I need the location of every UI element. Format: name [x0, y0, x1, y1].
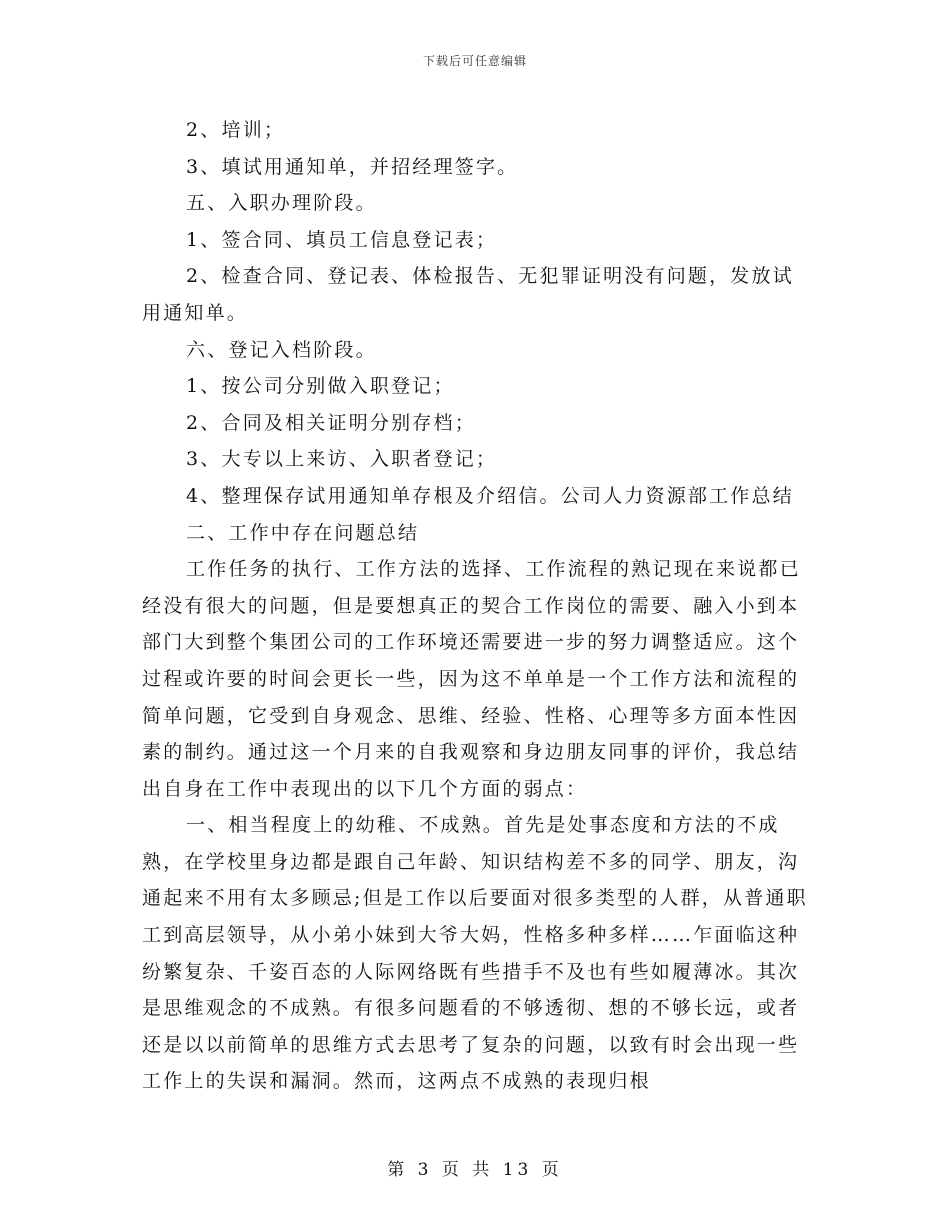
paragraph: 1、按公司分别做入职登记；: [186, 375, 455, 398]
section-heading: 五、入职办理阶段。: [186, 192, 377, 215]
paragraph: 3、填试用通知单，并招经理签字。: [186, 155, 519, 178]
paragraph: 一、相当程度上的幼稚、不成熟。首先是处事态度和方法的不成熟，在学校里身边都是跟自己年龄、知识结构差不多的同学、朋友，沟通起来不用有太多顾忌;但是工作以后要面对很多类型的人群，从普通职工到高层领导，从小弟小妹到大爷大妈，性格多种多样……乍面临这种纷繁复杂、千姿百态的人际网络既有些措手不及也有些如履薄冰。其次是思维观念的不成熟。有很多问题看的不够透彻、想的不够长远，或者还是以以前简单的思维方式去思考了复杂的问题，以致有时会出现一些工作上的失误和漏洞。然而，这两点不成熟的表现归根: [142, 814, 808, 1093]
paragraph: 2、检查合同、登记表、体检报告、无犯罪证明没有问题，发放试用通知单。: [142, 265, 794, 324]
page-header: 下载后可任意编辑: [422, 54, 527, 68]
paragraph: 2、培训；: [186, 119, 286, 141]
paragraph: 1、签合同、填员工信息登记表；: [186, 228, 498, 251]
paragraph: 3、大专以上来访、入职者登记；: [186, 448, 498, 471]
paragraph: 工作任务的执行、工作方法的选择、工作流程的熟记现在来说都已经没有很大的问题，但是要想真正的契合工作岗位的需要、融入小到本部门大到整个集团公司的工作环境还需要进一步的努力调整适应。这个过程或许要的时间会更长一些，因为这不单单是一个工作方法和流程的简单问题，它受到自身观念、思维、经验、性格、心理等多方面本性因素的制约。通过这一个月来的自我观察和身边朋友同事的评价，我总结出自身在工作中表现出的以下几个方面的弱点：: [142, 558, 801, 800]
paragraph: 2、合同及相关证明分别存档；: [186, 411, 476, 434]
paragraph: 4、整理保存试用通知单存根及介绍信。公司人力资源部工作总结: [186, 484, 794, 507]
page-footer: 第 3 页 共 13 页: [387, 1160, 563, 1180]
document-body: [142, 112, 810, 1100]
section-heading: 六、登记入档阶段。: [186, 338, 377, 361]
section-heading: 二、工作中存在问题总结: [186, 521, 420, 544]
